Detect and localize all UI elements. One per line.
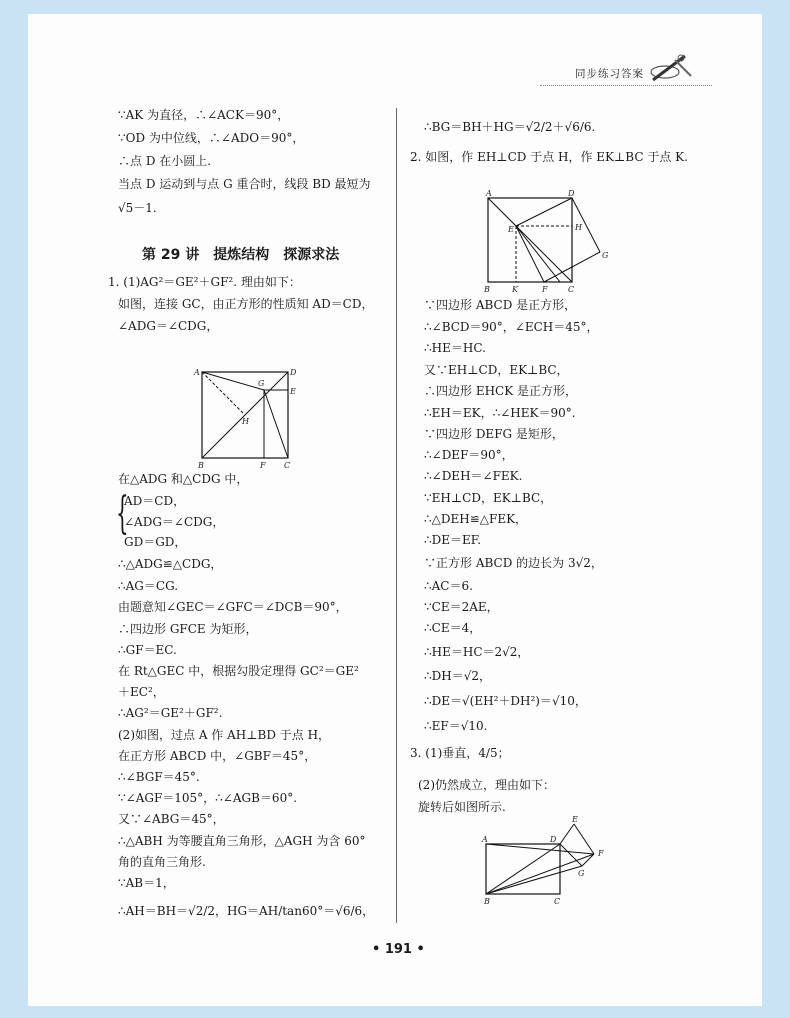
label-D: D [550,835,557,844]
text-line: ∴DH＝√2， [424,669,492,683]
label-F: F [598,849,604,858]
text-line: ∵四边形 ABCD 是正方形， [424,298,577,312]
text-line: 3. (1)垂直，4/5； [410,746,510,760]
page-number: • 191 • [372,942,425,957]
label-F: F [542,285,548,294]
figure-2 [480,188,610,294]
text-line: 在正方形 ABCD 中，∠GBF＝45°， [118,749,317,763]
text-line: ∴∠DEF＝90°， [424,448,514,462]
text-line: 旋转后如图所示. [418,800,506,814]
label-B: B [198,461,204,470]
text-line: ∴CE＝4， [424,621,482,635]
text-line: ∵AK 为直径，∴∠ACK＝90°， [118,108,290,122]
text-line: 又∵∠ABG＝45°， [118,812,225,826]
text-line: ∠ADG＝∠CDG， [124,515,225,529]
text-line: 又∵EH⊥CD，EK⊥BC， [424,363,569,377]
header-divider [540,85,712,86]
text-line: ∴∠BCD＝90°，∠ECH＝45°， [424,320,599,334]
text-line: ∴∠DEH＝∠FEK. [424,469,523,483]
text-line: ∴AH＝BH＝√2/2，HG＝AH/tan60°＝√6/6， [118,904,375,918]
header-title: 同步练习答案 [575,68,644,80]
label-E: E [508,225,514,234]
text-line: ∴△DEH≌△FEK， [424,512,528,526]
text-line: 如图，连接 GC，由正方形的性质知 AD＝CD， [118,297,374,311]
text-line: (2)如图，过点 A 作 AH⊥BD 于点 H， [118,728,331,742]
text-line: 角的直角三角形. [118,855,206,869]
text-line: ∵AB＝1， [118,876,175,890]
label-G: G [602,251,609,260]
label-A: A [482,835,488,844]
text-line: 在 Rt△GEC 中，根据勾股定理得 GC²＝GE² [118,664,359,678]
label-H: H [242,417,249,426]
label-A: A [194,368,200,377]
label-E: E [572,815,578,824]
text-line: 由题意知∠GEC＝∠GFC＝∠DCB＝90°， [118,600,348,614]
text-line: ∵EH⊥CD，EK⊥BC， [424,491,553,505]
figure-1 [192,364,302,470]
text-line: ∴GF＝EC. [118,643,177,657]
text-line: ∴EF＝√10. [424,719,488,733]
label-C: C [568,285,575,294]
text-line: 当点 D 运动到与点 G 重合时，线段 BD 最短为 [118,177,371,191]
text-line: ∴DE＝EF. [424,533,482,547]
text-line: ∴AC＝6. [424,579,473,593]
label-K: K [512,285,518,294]
text-line: ∴△ABH 为等腰直角三角形，△AGH 为含 60° [118,834,366,848]
text-line: ∵OD 为中位线，∴∠ADO＝90°， [118,131,305,145]
column-divider [396,108,397,923]
text-line: ∴四边形 GFCE 为矩形， [118,622,258,636]
text-line: ∴AG＝CG. [118,579,179,593]
text-line: ∠ADG＝∠CDG， [118,319,219,333]
label-G: G [258,379,265,388]
label-B: B [484,285,490,294]
section-title: 第 29 讲 提炼结构 探源求法 [142,247,340,263]
label-H: H [575,223,582,232]
text-line: ∴BG＝BH＋HG＝√2/2＋√6/6. [424,120,596,134]
text-line: ∵四边形 DEFG 是矩形， [424,427,564,441]
text-line: ∴DE＝√(EH²＋DH²)＝√10， [424,694,587,708]
text-line: ∵∠AGF＝105°，∴∠AGB＝60°. [118,791,298,805]
text-line: ∵正方形 ABCD 的边长为 3√2， [424,556,603,570]
text-line: 1. (1)AG²＝GE²＋GF². 理由如下： [108,275,301,289]
label-D: D [290,368,297,377]
text-line: ∴点 D 在小圆上. [118,154,212,168]
pencil-logo-icon [645,50,695,86]
text-line: GD＝GD， [124,535,187,549]
label-E: E [290,387,296,396]
text-line: √5－1. [118,201,157,215]
text-line: 2. 如图，作 EH⊥CD 于点 H，作 EK⊥BC 于点 K. [410,150,688,164]
figure-3 [478,814,618,906]
label-G: G [578,869,585,878]
label-C: C [284,461,291,470]
label-D: D [568,189,575,198]
text-line: ∴△ADG≌△CDG， [118,557,223,571]
text-line: ∴HE＝HC＝2√2， [424,645,530,659]
label-B: B [484,897,490,906]
text-line: (2)仍然成立，理由如下： [418,778,555,792]
text-line: ∴AG²＝GE²＋GF². [118,706,223,720]
text-line: AD＝CD， [124,494,186,508]
label-A: A [486,189,492,198]
text-line: ∴HE＝HC. [424,341,486,355]
text-line: ∴∠BGF＝45°. [118,770,200,784]
label-C: C [554,897,561,906]
brace-symbol: { [116,488,129,539]
label-F: F [260,461,266,470]
text-line: ∵CE＝2AE， [424,600,499,614]
text-line: ∴EH＝EK，∴∠HEK＝90°. [424,406,576,420]
text-line: ＋EC²， [118,685,165,699]
text-line: ∴四边形 EHCK 是正方形， [424,384,578,398]
text-line: 在△ADG 和△CDG 中， [118,472,249,486]
